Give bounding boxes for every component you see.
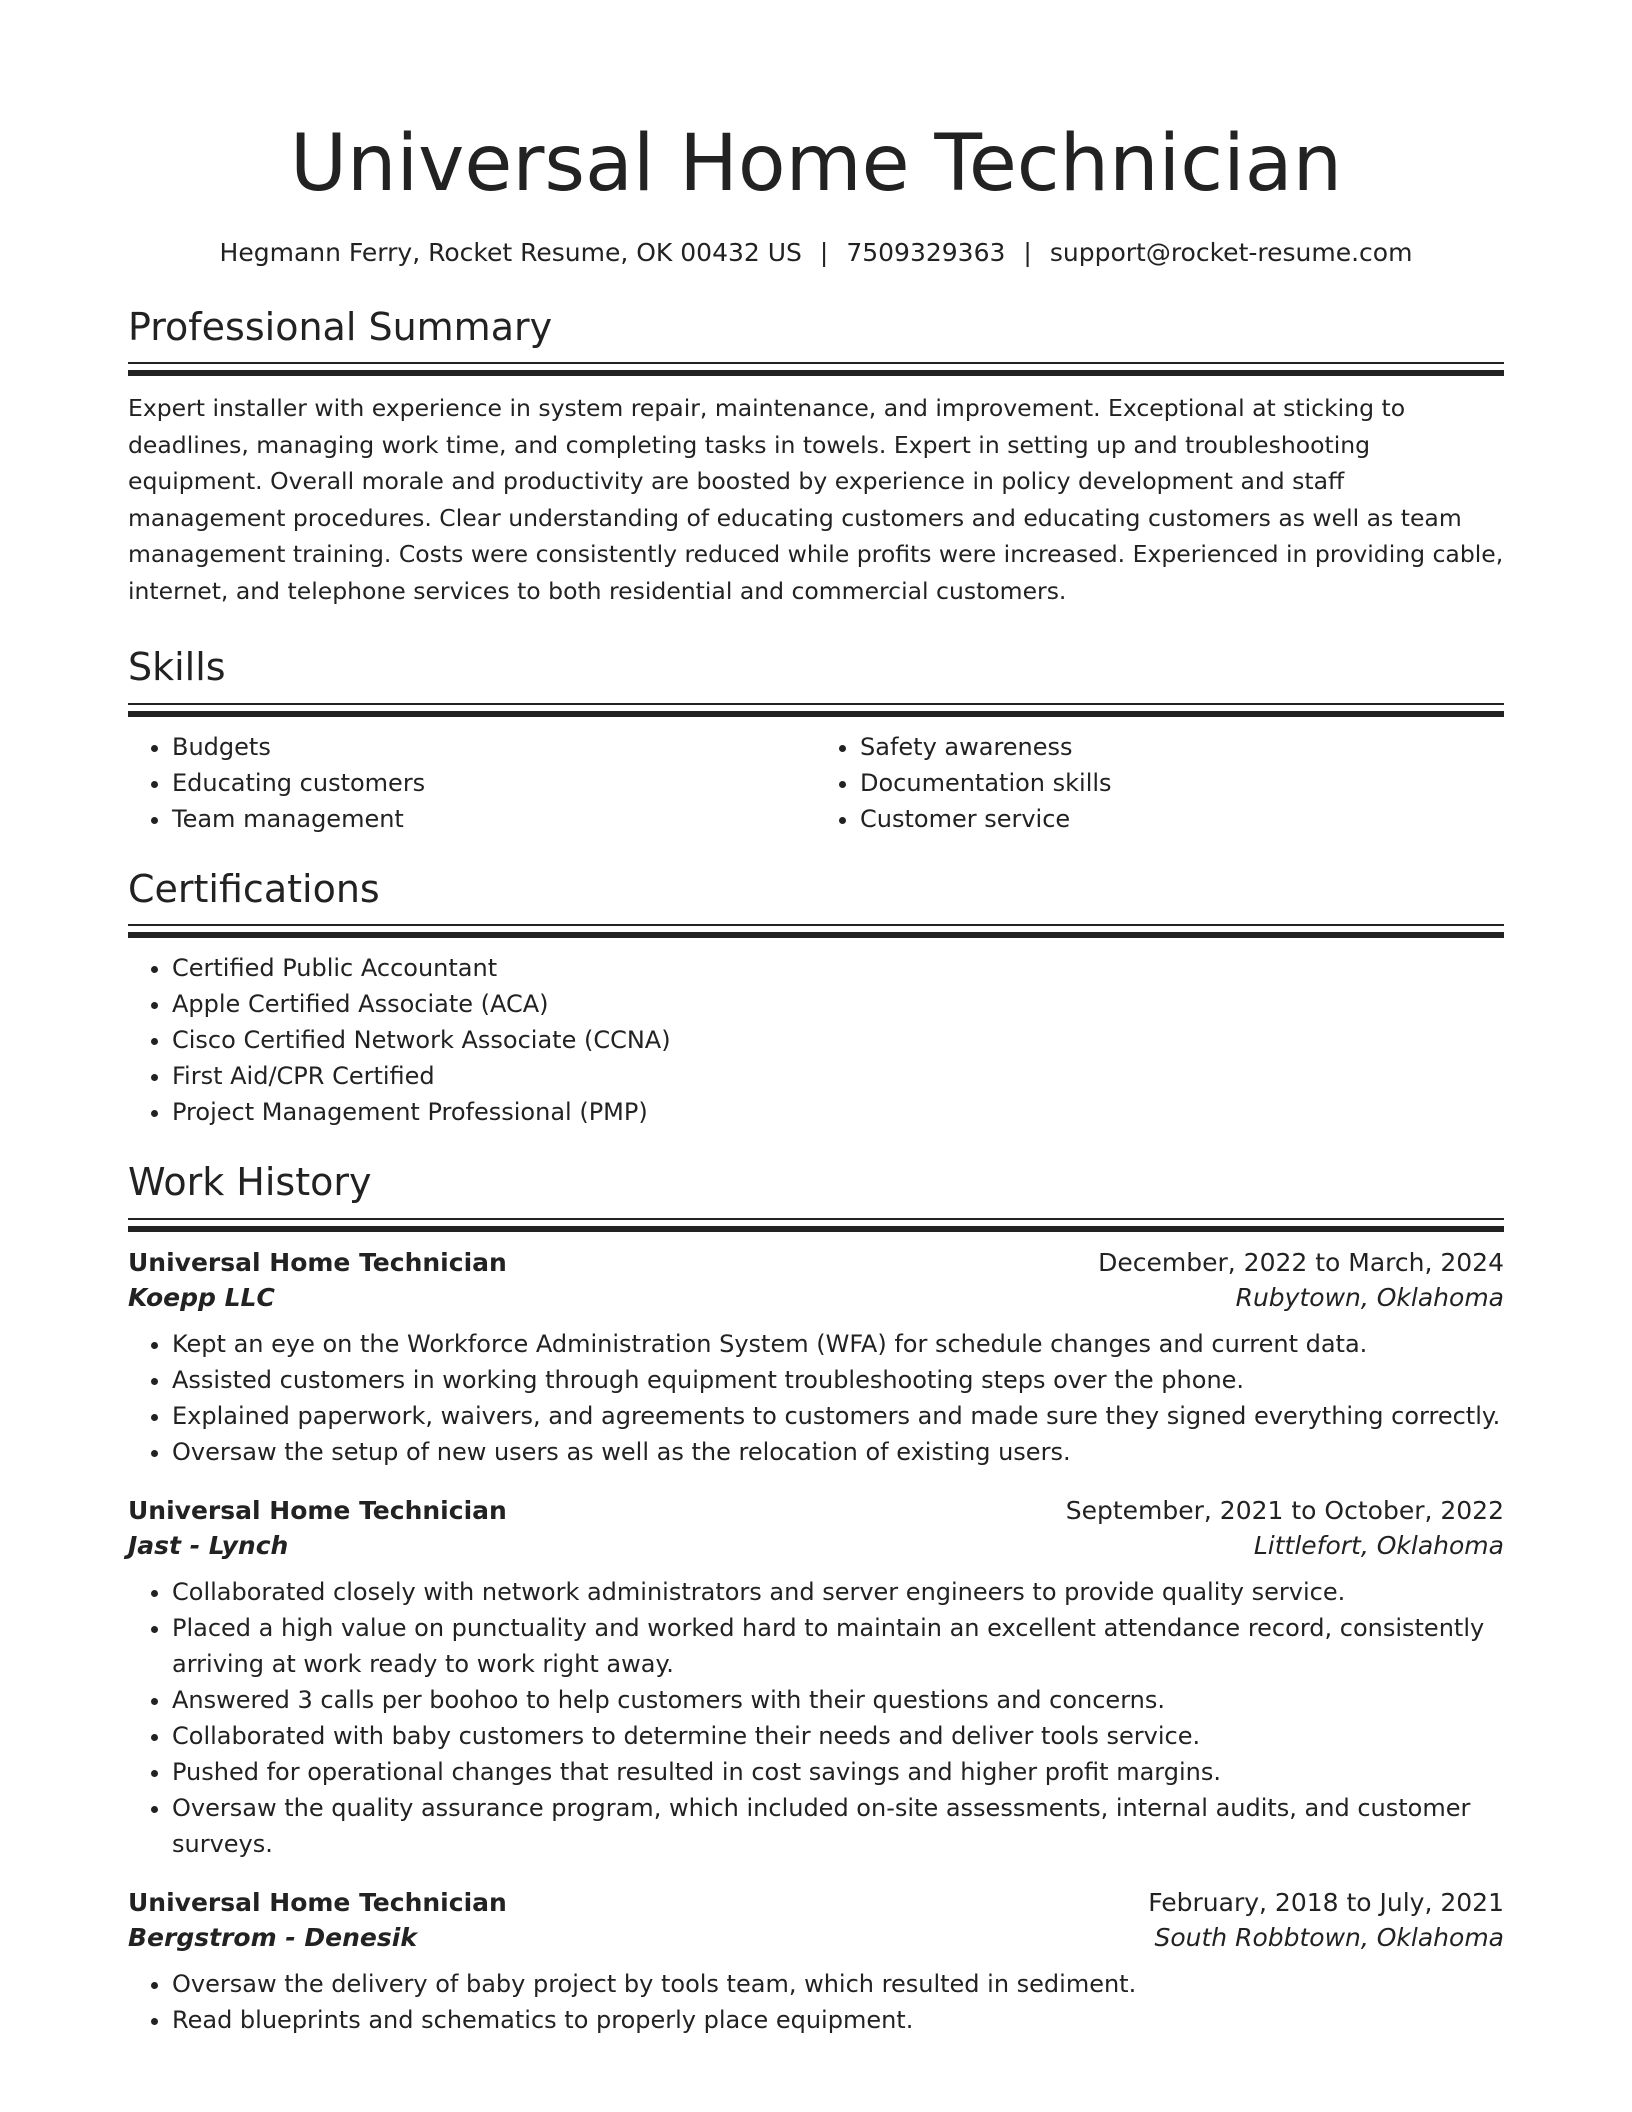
job-bullets [128, 1966, 1504, 2038]
section-rule-thick [128, 370, 1504, 376]
job-bullet: • Collaborated closely with network administrators and server engineers to provide quality service. [172, 1574, 1504, 1610]
job-company-row [128, 1923, 1504, 1952]
job-location: Littlefort, Oklahoma [1253, 1530, 1504, 1560]
job-bullet: • Pushed for operational changes that resulted in cost savings and higher profit margins. [172, 1754, 1504, 1790]
skill-item: • Budgets [172, 729, 816, 765]
job-header-row [128, 1888, 1504, 1917]
skill-item: • Customer service [860, 801, 1504, 837]
contact-email: support@rocket-resume.com [1049, 237, 1413, 267]
job-bullet: • Oversaw the delivery of baby project by tools team, which resulted in sediment. [172, 1966, 1504, 2002]
contact-address: Hegmann Ferry, Rocket Resume, OK 00432 US [219, 237, 802, 267]
job-title: Universal Home Technician [128, 1247, 507, 1277]
job-bullet: • Assisted customers in working through equipment troubleshooting steps over the phone. [172, 1362, 1504, 1398]
contact-separator: | [819, 237, 829, 267]
certification-item: • Project Management Professional (PMP) [172, 1094, 1504, 1130]
job-bullets [128, 1574, 1504, 1862]
certifications-list [128, 950, 1504, 1130]
job-bullet: • Read blueprints and schematics to properly place equipment. [172, 2002, 1504, 2038]
job-company: Jast - Lynch [128, 1530, 289, 1560]
section-rule [128, 924, 1504, 926]
skill-item: • Safety awareness [860, 729, 1504, 765]
job-entry [128, 1888, 1504, 2038]
contact-line [128, 238, 1504, 267]
section-rule-thick [128, 711, 1504, 717]
section-rule [128, 703, 1504, 705]
job-header-row [128, 1248, 1504, 1277]
section-rule-thick [128, 1226, 1504, 1232]
job-title: Universal Home Technician [128, 1495, 507, 1525]
resume-title: Universal Home Technician [289, 119, 1343, 209]
job-bullet: • Collaborated with baby customers to determine their needs and deliver tools service. [172, 1718, 1504, 1754]
job-bullet: • Oversaw the setup of new users as well as the relocation of existing users. [172, 1434, 1504, 1470]
job-company: Bergstrom - Denesik [128, 1922, 417, 1952]
certification-item: • Apple Certified Associate (ACA) [172, 986, 1504, 1022]
certifications-section [128, 867, 1504, 1131]
skills-list-right [816, 729, 1504, 837]
job-dates: February, 2018 to July, 2021 [1148, 1887, 1504, 1917]
job-bullet: • Explained paperwork, waivers, and agreements to customers and made sure they signed everything correctly. [172, 1398, 1504, 1434]
certifications-heading: Certifications [128, 866, 380, 911]
job-dates: September, 2021 to October, 2022 [1065, 1495, 1504, 1525]
contact-phone: 7509329363 [846, 237, 1006, 267]
job-company: Koepp LLC [128, 1282, 275, 1312]
skill-item: • Documentation skills [860, 765, 1504, 801]
job-location: South Robbtown, Oklahoma [1154, 1922, 1504, 1952]
job-entry [128, 1248, 1504, 1470]
skills-grid [128, 729, 1504, 837]
work-history-section [128, 1160, 1504, 2038]
skills-heading: Skills [128, 645, 226, 690]
job-bullets [128, 1326, 1504, 1470]
skills-list-left [128, 729, 816, 837]
section-rule [128, 362, 1504, 364]
job-bullet: • Answered 3 calls per boohoo to help customers with their questions and concerns. [172, 1682, 1504, 1718]
job-title: Universal Home Technician [128, 1887, 507, 1917]
job-entry [128, 1496, 1504, 1862]
job-location: Rubytown, Oklahoma [1235, 1282, 1504, 1312]
section-rule-thick [128, 932, 1504, 938]
work-history-heading: Work History [128, 1160, 372, 1205]
job-header-row [128, 1496, 1504, 1525]
job-dates: December, 2022 to March, 2024 [1098, 1247, 1504, 1277]
section-rule [128, 1218, 1504, 1220]
summary-text: Expert installer with experience in system repair, maintenance, and improvement. Exceptional at sticking to deadlines, managing work time, and completing tasks in towels. Expert in setting up and troubleshooting equipment. Overall morale and productivity are boosted by experience in policy development and staff management procedures. Clear understanding of educating customers and educating customers as well as team management training. Costs were consistently reduced while profits were increased. Experienced in providing cable, internet, and telephone services to both residential and commercial customers. [128, 394, 1504, 605]
skill-item: • Team management [172, 801, 816, 837]
summary-section [128, 305, 1504, 610]
job-company-row [128, 1283, 1504, 1312]
certification-item: • First Aid/CPR Certified [172, 1058, 1504, 1094]
job-company-row [128, 1531, 1504, 1560]
skills-section [128, 645, 1504, 837]
job-bullet: • Placed a high value on punctuality and worked hard to maintain an excellent attendance record, consistently arriving at work ready to work right away. [172, 1610, 1504, 1682]
summary-heading: Professional Summary [128, 304, 553, 349]
job-bullet: • Oversaw the quality assurance program, which included on-site assessments, internal audits, and customer surveys. [172, 1790, 1504, 1862]
certification-item: • Certified Public Accountant [172, 950, 1504, 986]
skill-item: • Educating customers [172, 765, 816, 801]
job-bullet: • Kept an eye on the Workforce Administration System (WFA) for schedule changes and current data. [172, 1326, 1504, 1362]
certification-item: • Cisco Certified Network Associate (CCNA) [172, 1022, 1504, 1058]
contact-separator: | [1023, 237, 1032, 267]
